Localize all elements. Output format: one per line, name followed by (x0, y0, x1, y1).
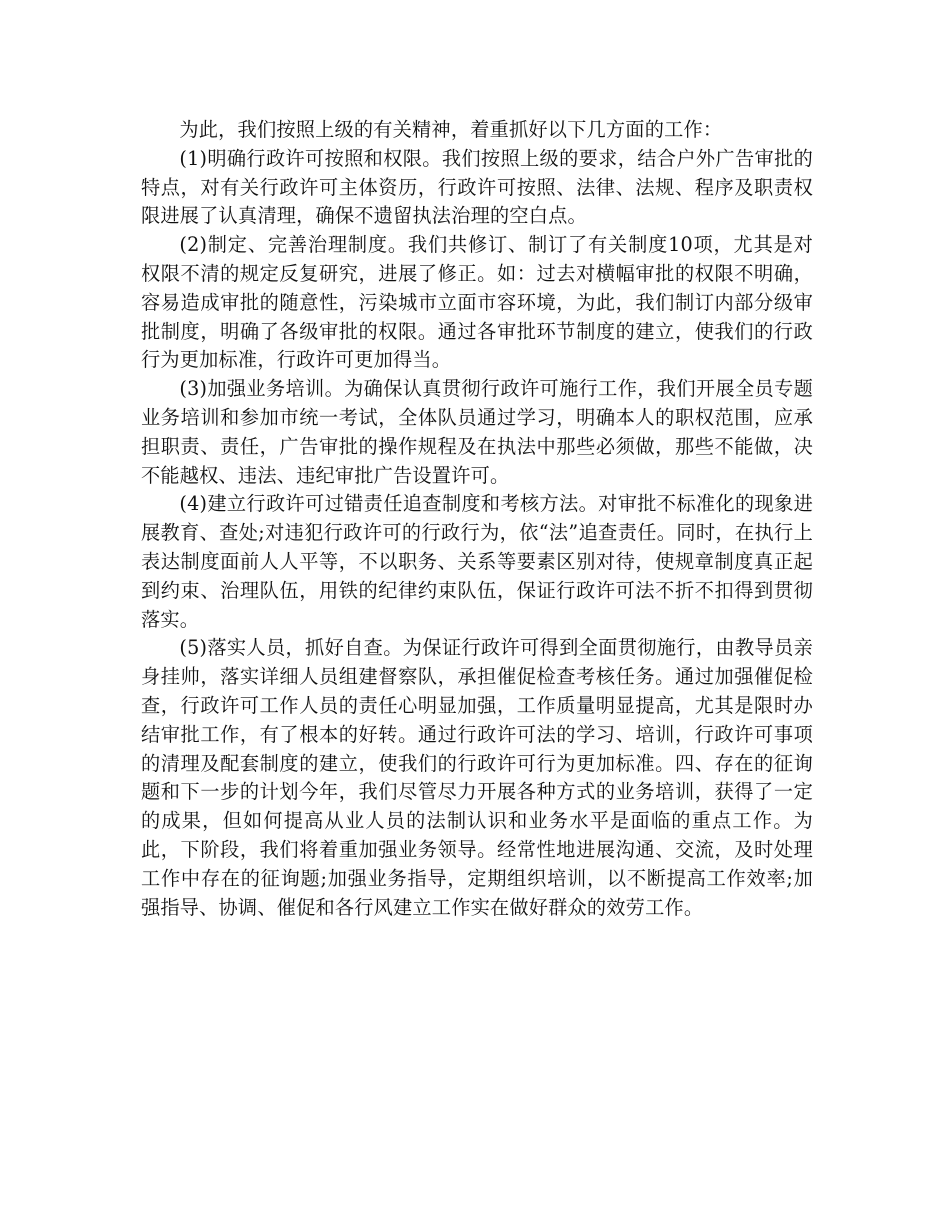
item-3-paragraph: (3)加强业务培训。为确保认真贯彻行政许可施行工作，我们开展全员专题业务培训和参加市统一考试，全体队员通过学习，明确本人的职权范围，应承担职责、责任，广告审批的操作规程及在执法中那些必须做，那些不能做，决不能越权、违法、违纪审批广告设置许可。 (141, 377, 813, 487)
document-body (141, 116, 813, 922)
intro-paragraph: 为此，我们按照上级的有关精神，着重抓好以下几方面的工作： (179, 118, 723, 141)
item-2-paragraph: (2)制定、完善治理制度。我们共修订、制订了有关制度10项，尤其是对权限不清的规定反复研究，进展了修正。如：过去对横幅审批的权限不明确，容易造成审批的随意性，污染城市立面市容环境，为此，我们制订内部分级审批制度，明确了各级审批的权限。通过各审批环节制度的建立，使我们的行政行为更加标准，行政许可更加得当。 (141, 233, 813, 372)
item-5-paragraph: (5)落实人员，抓好自查。为保证行政许可得到全面贯彻施行，由教导员亲身挂帅，落实详细人员组建督察队，承担催促检查考核任务。通过加强催促检查，行政许可工作人员的责任心明显加强，工作质量明显提高，尤其是限时办结审批工作，有了根本的好转。通过行政许可法的学习、培训，行政许可事项的清理及配套制度的建立，使我们的行政许可行为更加标准。四、存在的征询题和下一步的计划今年，我们尽管尽力开展各种方式的业务培训，获得了一定的成果，但如何提高从业人员的法制认识和业务水平是面临的重点工作。为此，下阶段，我们将着重加强业务领导。经常性地进展沟通、交流，及时处理工作中存在的征询题;加强业务指导，定期组织培训，以不断提高工作效率;加强指导、协调、催促和各行风建立工作实在做好群众的效劳工作。 (141, 636, 813, 919)
item-1-paragraph: (1)明确行政许可按照和权限。我们按照上级的要求，结合户外广告审批的特点，对有关行政许可主体资历，行政许可按照、法律、法规、程序及职责权限进展了认真清理，确保不遗留执法治理的空白点。 (141, 146, 813, 228)
item-4-paragraph: (4)建立行政许可过错责任追查制度和考核方法。对审批不标准化的现象进展教育、查处;对违犯行政许可的行政行为，依“法”追查责任。同时，在执行上表达制度面前人人平等，不以职务、关系等要素区别对待，使规章制度真正起到约束、治理队伍，用铁的纪律约束队伍，保证行政许可法不折不扣得到贯彻落实。 (141, 492, 813, 631)
